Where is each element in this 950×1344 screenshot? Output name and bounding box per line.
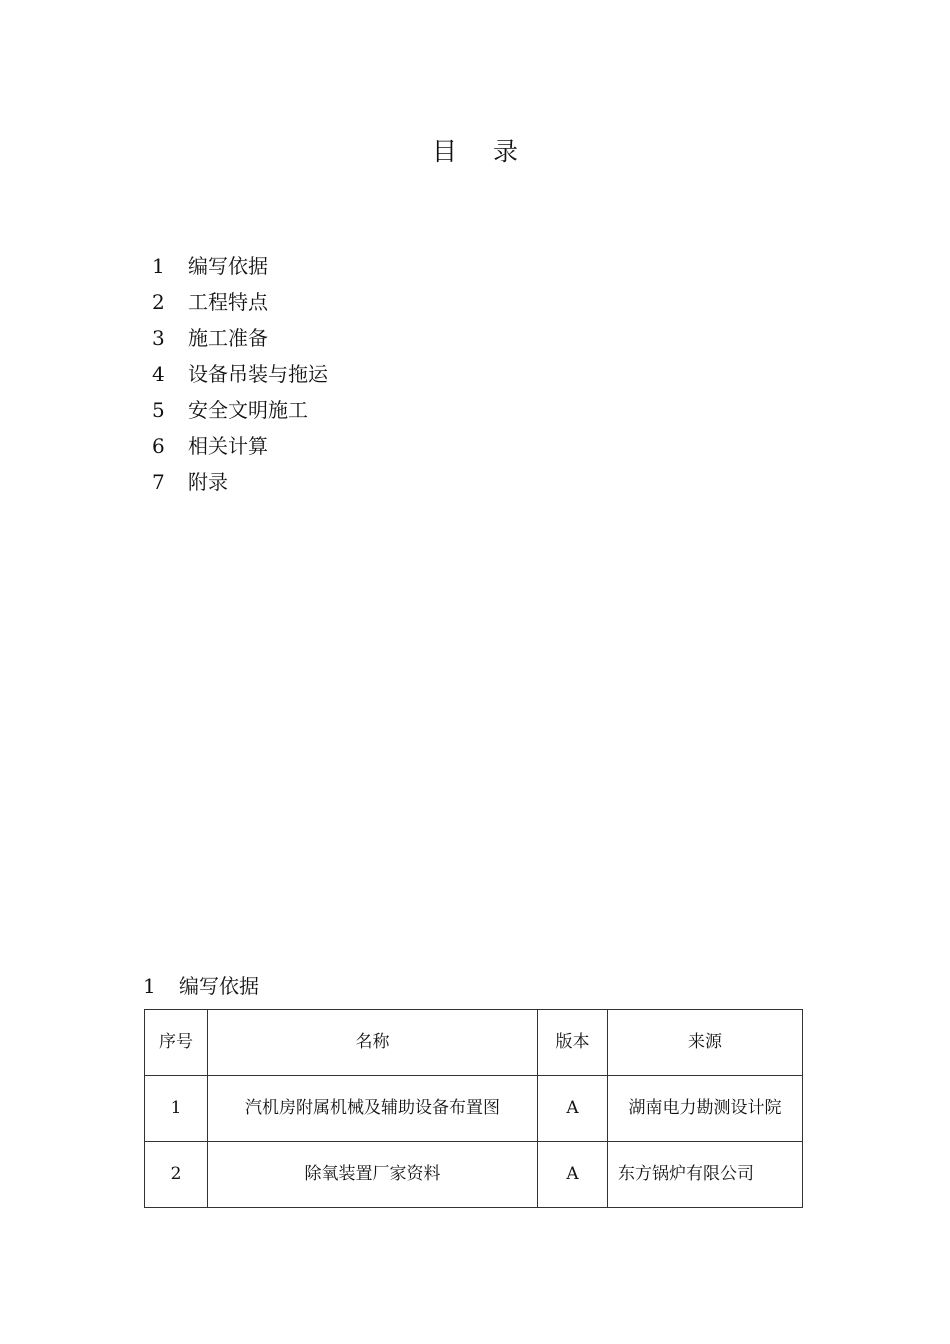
column-header: 版本 (538, 1010, 608, 1076)
column-header: 名称 (208, 1010, 538, 1076)
toc-item[interactable] (152, 284, 328, 320)
page-title: 目 录 (432, 137, 532, 166)
toc-item-label: 工程特点 (188, 290, 268, 314)
toc-item-number: 5 (152, 398, 165, 422)
table-cell: 1 (145, 1076, 208, 1142)
toc-item-label: 相关计算 (188, 434, 268, 458)
table-cell: 除氧装置厂家资料 (208, 1142, 538, 1208)
section-number: 1 (143, 974, 156, 998)
toc-item[interactable] (152, 428, 328, 464)
column-header: 来源 (608, 1010, 803, 1076)
toc-item[interactable] (152, 320, 328, 356)
table-row (145, 1076, 803, 1142)
table-cell: 湖南电力勘测设计院 (608, 1076, 803, 1142)
reference-table (144, 1009, 803, 1208)
table-cell: A (538, 1076, 608, 1142)
toc-item-label: 安全文明施工 (188, 398, 308, 422)
toc-item-label: 附录 (188, 470, 228, 494)
section-heading (143, 968, 259, 1004)
table-cell: 东方锅炉有限公司 (608, 1142, 803, 1208)
toc-item-number: 3 (152, 326, 165, 350)
table-row (145, 1142, 803, 1208)
toc-item-number: 7 (152, 470, 165, 494)
toc-item-number: 2 (152, 290, 165, 314)
toc-item[interactable] (152, 356, 328, 392)
table-of-contents (152, 248, 328, 500)
toc-item[interactable] (152, 392, 328, 428)
section-label: 编写依据 (179, 974, 259, 998)
toc-item-label: 编写依据 (188, 254, 268, 278)
toc-item-label: 设备吊装与拖运 (188, 362, 328, 386)
toc-item-number: 1 (152, 254, 165, 278)
table-cell: A (538, 1142, 608, 1208)
toc-item[interactable] (152, 464, 328, 500)
table-header-row (145, 1010, 803, 1076)
table-cell: 汽机房附属机械及辅助设备布置图 (208, 1076, 538, 1142)
toc-item-label: 施工准备 (188, 326, 268, 350)
toc-item-number: 4 (152, 362, 165, 386)
toc-item[interactable] (152, 248, 328, 284)
table-cell: 2 (145, 1142, 208, 1208)
column-header: 序号 (145, 1010, 208, 1076)
toc-item-number: 6 (152, 434, 165, 458)
